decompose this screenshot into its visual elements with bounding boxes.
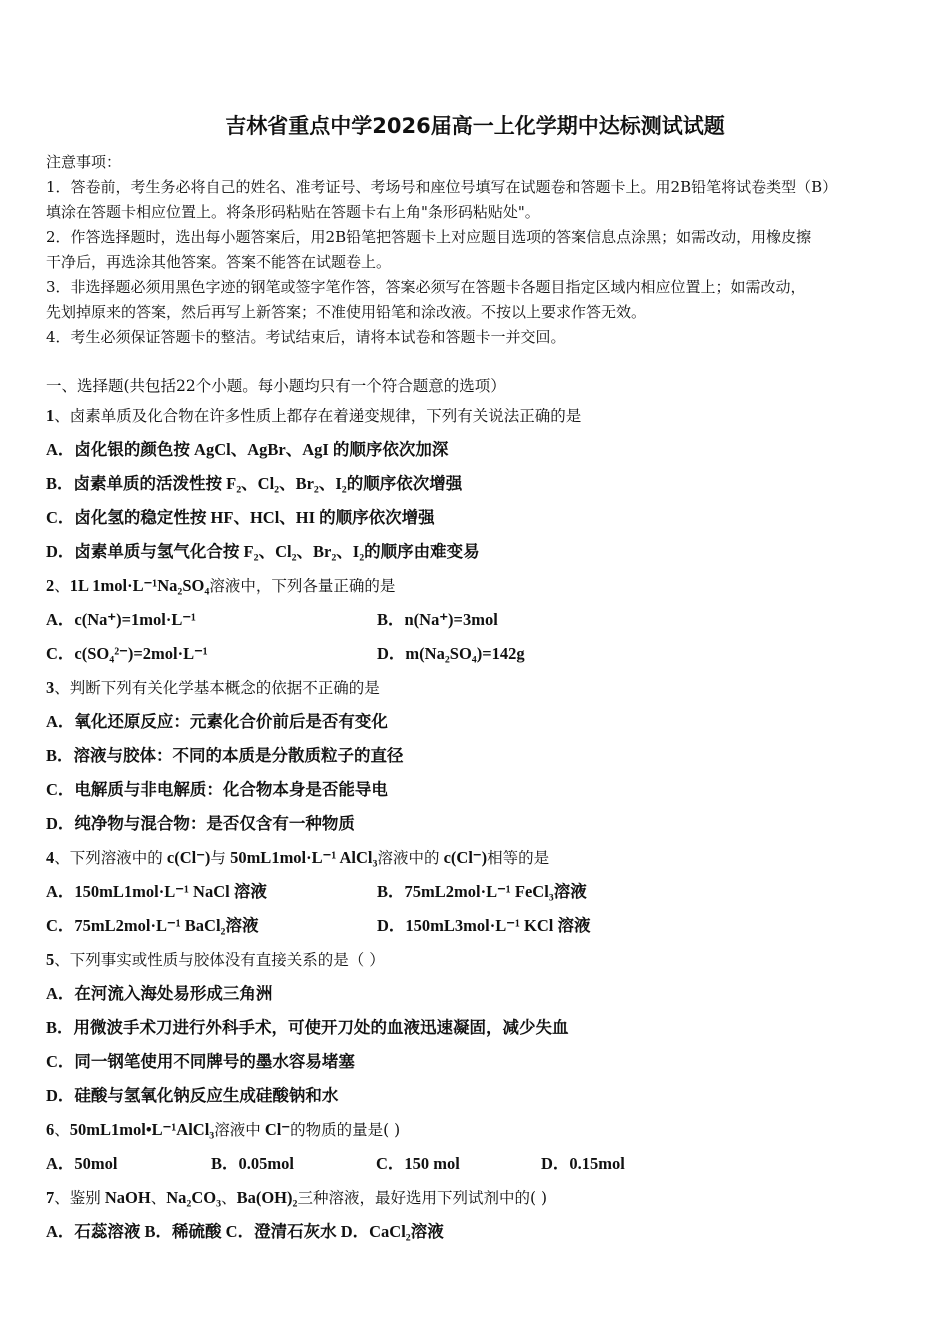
answer-option: A．在河流入海处易形成三角洲 bbox=[46, 984, 273, 1003]
answer-option: B．溶液与胶体：不同的本质是分散质粒子的直径 bbox=[46, 746, 404, 765]
option-row bbox=[46, 603, 906, 637]
question-stem: 4、下列溶液中的 c(Cl⁻)与 50mL1mol·L⁻¹ AlCl₃溶液中的 c(Cl⁻)相等的是 bbox=[46, 848, 550, 867]
answer-option: B．0.05mol bbox=[211, 1154, 294, 1173]
answer-option: C．电解质与非电解质：化合物本身是否能导电 bbox=[46, 780, 388, 799]
instructions bbox=[46, 150, 906, 350]
answer-option: C．同一钢笔使用不同牌号的墨水容易堵塞 bbox=[46, 1052, 355, 1071]
question-stem: 5、下列事实或性质与胶体没有直接关系的是（ ） bbox=[46, 950, 385, 969]
answer-option: D．150mL3mol·L⁻¹ KCl 溶液 bbox=[377, 916, 591, 935]
answer-option: D．卤素单质与氢气化合按 F₂、Cl₂、Br₂、I₂的顺序由难变易 bbox=[46, 542, 480, 561]
option-row bbox=[46, 1147, 906, 1181]
answer-option: C．75mL2mol·L⁻¹ BaCl₂溶液 bbox=[46, 916, 259, 935]
answer-option: C．卤化氢的稳定性按 HF、HCl、HI 的顺序依次增强 bbox=[46, 508, 435, 527]
answer-option: A．卤化银的颜色按 AgCl、AgBr、AgI 的顺序依次加深 bbox=[46, 440, 449, 459]
answer-option: A．c(Na⁺)=1mol·L⁻¹ bbox=[46, 610, 196, 629]
option-row bbox=[46, 433, 906, 467]
answer-option: A．50mol bbox=[46, 1154, 118, 1173]
option-row bbox=[46, 1011, 906, 1045]
note-line: 3．非选择题必须用黑色字迹的钢笔或签字笔作答，答案必须写在答题卡各题目指定区域内相应位置上；如需改动， bbox=[46, 278, 806, 296]
option-row bbox=[46, 773, 906, 807]
answer-option: D．0.15mol bbox=[541, 1154, 625, 1173]
section-heading: 一、选择题(共包括22个小题。每小题均只有一个符合题意的选项） bbox=[46, 377, 506, 395]
note-line: 2．作答选择题时，选出每小题答案后，用2B铅笔把答题卡上对应题目选项的答案信息点涂黑；如需改动，用橡皮擦 bbox=[46, 228, 812, 246]
answer-option: A．氧化还原反应：元素化合价前后是否有变化 bbox=[46, 712, 388, 731]
answer-option: D．纯净物与混合物：是否仅含有一种物质 bbox=[46, 814, 355, 833]
question-stem: 1、卤素单质及化合物在许多性质上都存在着递变规律，下列有关说法正确的是 bbox=[46, 406, 582, 425]
option-row bbox=[46, 467, 906, 501]
answer-option: D．m(Na₂SO₄)=142g bbox=[377, 644, 525, 663]
notes-heading: 注意事项： bbox=[46, 153, 122, 171]
option-row bbox=[46, 807, 906, 841]
answer-option: B．n(Na⁺)=3mol bbox=[377, 610, 498, 629]
answer-option: A．150mL1mol·L⁻¹ NaCl 溶液 bbox=[46, 882, 267, 901]
option-row bbox=[46, 875, 906, 909]
question-list bbox=[46, 373, 906, 1249]
answer-option: B．卤素单质的活泼性按 F₂、Cl₂、Br₂、I₂的顺序依次增强 bbox=[46, 474, 463, 493]
question-stem: 3、判断下列有关化学基本概念的依据不正确的是 bbox=[46, 678, 380, 697]
answer-option: B．用微波手术刀进行外科手术，可使开刀处的血液迅速凝固，减少失血 bbox=[46, 1018, 569, 1037]
page-title: 吉林省重点中学2026届高一上化学期中达标测试试题 bbox=[225, 114, 725, 138]
answer-option: C．150 mol bbox=[376, 1154, 460, 1173]
option-row bbox=[46, 501, 906, 535]
note-line: 干净后，再选涂其他答案。答案不能答在试题卷上。 bbox=[46, 253, 392, 271]
question-stem: 7、鉴别 NaOH、Na₂CO₃、Ba(OH)₂三种溶液，最好选用下列试剂中的( ) bbox=[46, 1188, 547, 1207]
answer-option: B．75mL2mol·L⁻¹ FeCl₃溶液 bbox=[377, 882, 587, 901]
question-stem: 6、50mL1mol•L⁻¹AlCl₃溶液中 Cl⁻的物质的量是( ) bbox=[46, 1120, 401, 1139]
note-line: 1．答卷前，考生务必将自己的姓名、准考证号、考场号和座位号填写在试题卷和答题卡上。用2B铅笔将试卷类型（B） bbox=[46, 178, 838, 196]
option-row bbox=[46, 909, 906, 943]
question-stem: 2、1L 1mol·L⁻¹Na₂SO₄溶液中，下列各量正确的是 bbox=[46, 576, 396, 595]
option-row bbox=[46, 739, 906, 773]
note-line: 填涂在答题卡相应位置上。将条形码粘贴在答题卡右上角"条形码粘贴处"。 bbox=[46, 203, 540, 221]
option-row bbox=[46, 1079, 906, 1113]
option-row bbox=[46, 535, 906, 569]
answer-option: A．石蕊溶液 B．稀硫酸 C．澄清石灰水 D．CaCl₂溶液 bbox=[46, 1222, 444, 1241]
option-row bbox=[46, 1045, 906, 1079]
note-line: 先划掉原来的答案，然后再写上新答案；不准使用铅笔和涂改液。不按以上要求作答无效。 bbox=[46, 303, 647, 321]
option-row bbox=[46, 1215, 906, 1249]
option-row bbox=[46, 705, 906, 739]
note-line: 4．考生必须保证答题卡的整洁。考试结束后，请将本试卷和答题卡一并交回。 bbox=[46, 328, 566, 346]
option-row bbox=[46, 637, 906, 671]
answer-option: C．c(SO₄²⁻)=2mol·L⁻¹ bbox=[46, 644, 208, 663]
option-row bbox=[46, 977, 906, 1011]
answer-option: D．硅酸与氢氧化钠反应生成硅酸钠和水 bbox=[46, 1086, 339, 1105]
